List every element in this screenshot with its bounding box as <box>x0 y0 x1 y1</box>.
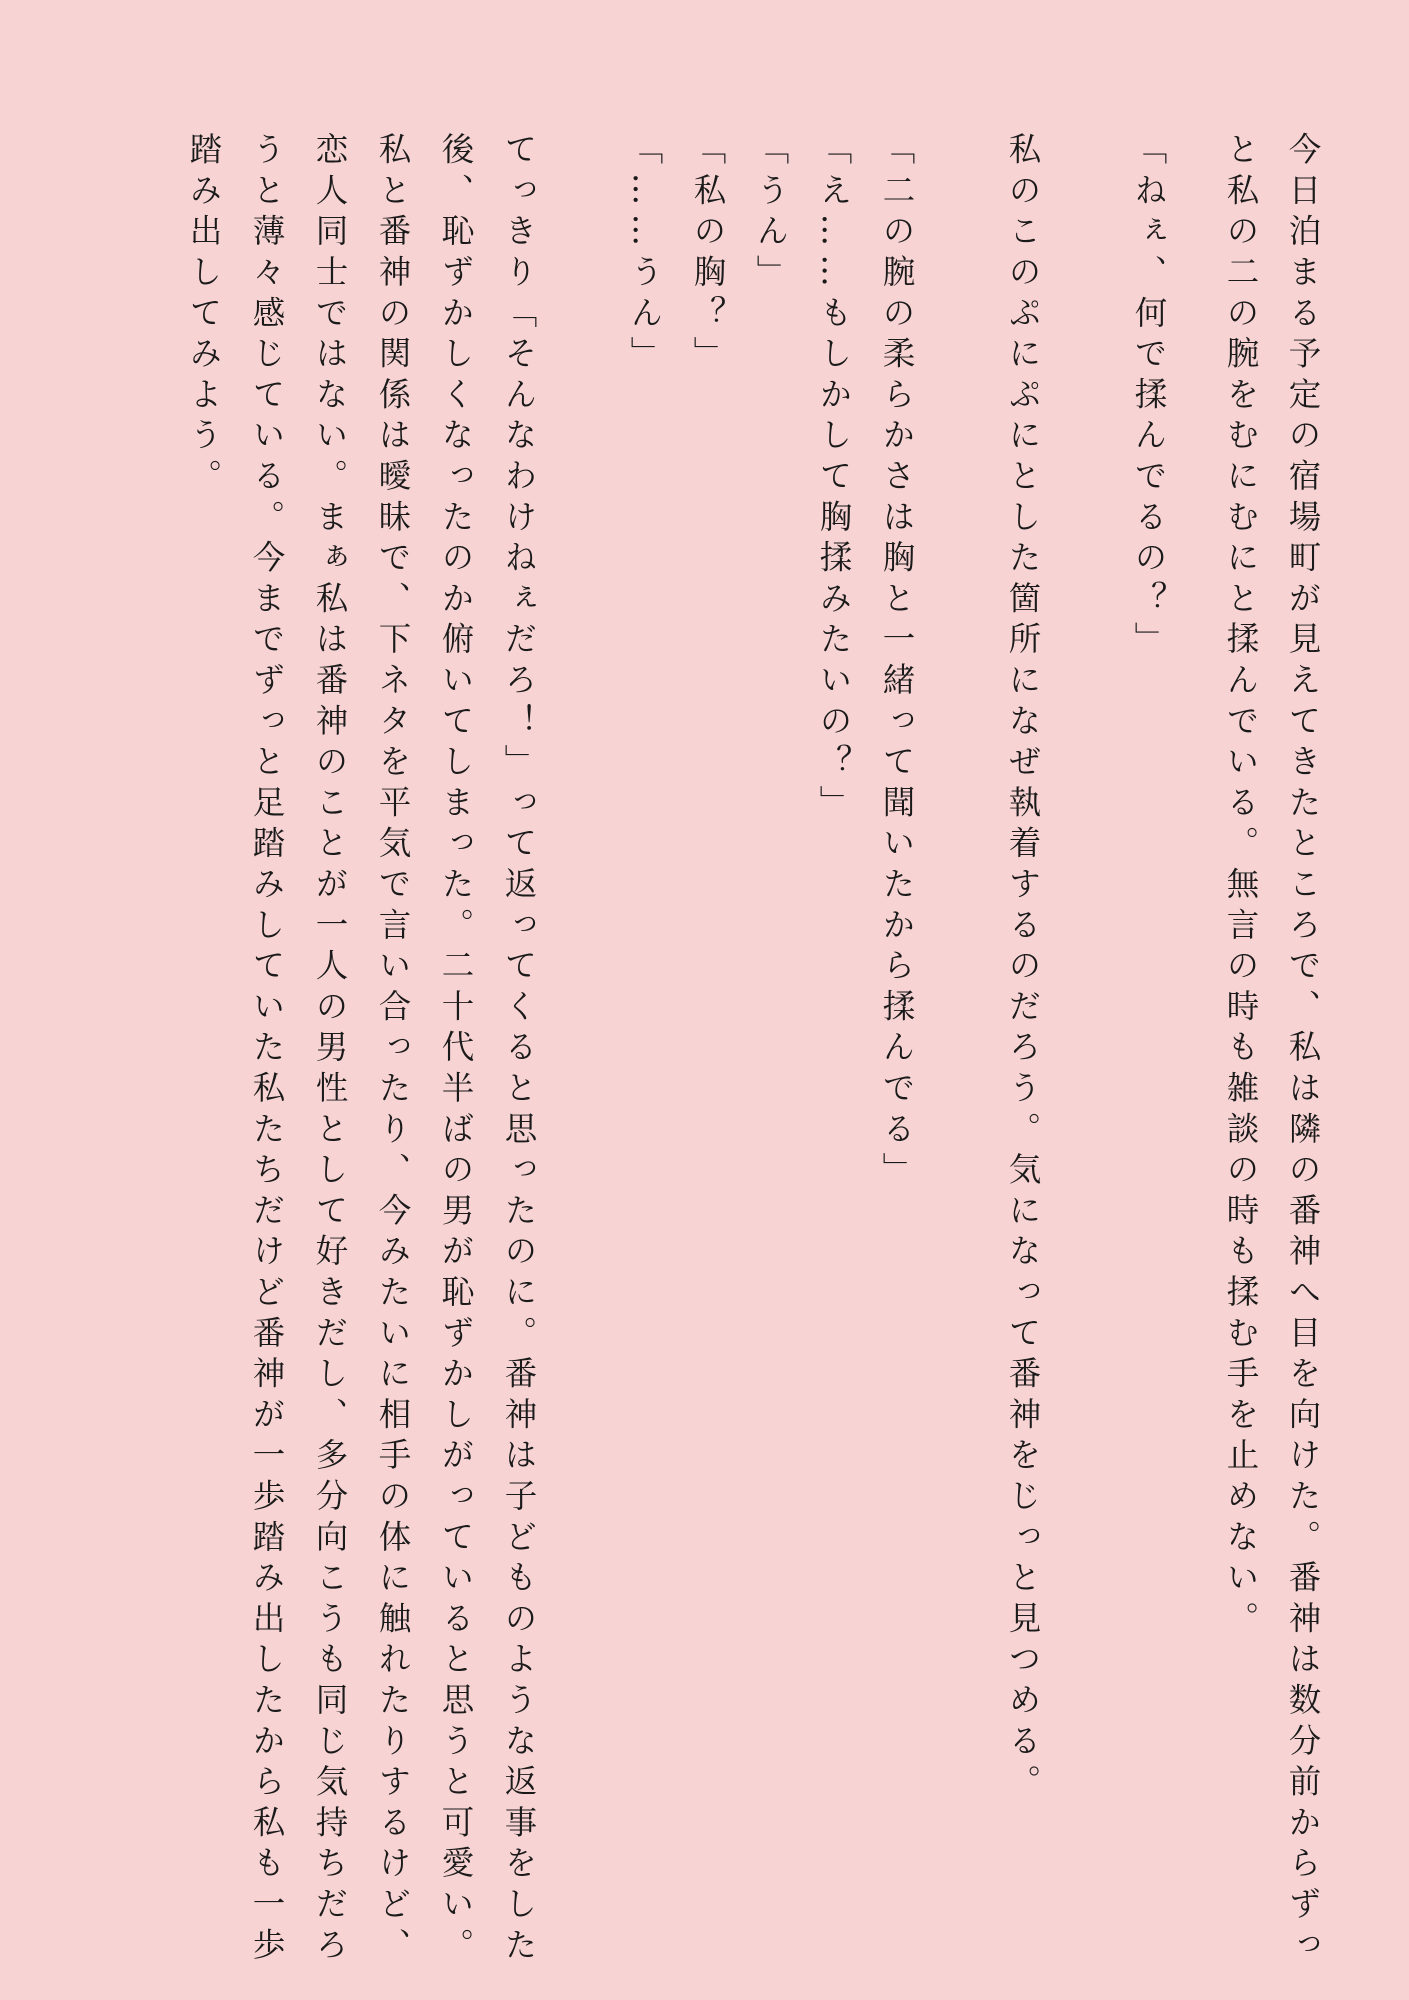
text-column <box>1004 132 1042 1932</box>
text-line: てっきり「そんなわけねぇだろ！」って返ってくると思ったのに。番神は子どものような返事をした <box>500 132 538 1968</box>
text-line: 「ねぇ、何で揉んでるの？」 <box>1130 132 1168 663</box>
text-line: うと薄々感じている。今までずっと足踏みしていた私たちだけど番神が一歩踏み出したから私も一歩 <box>248 132 286 1968</box>
text-line: 「え……もしかして胸揉みたいの？」 <box>815 132 853 826</box>
text-line: と私の二の腕をむにむにと揉んでいる。無言の時も雑談の時も揉む手を止めない。 <box>1222 132 1260 1642</box>
text-column <box>437 132 475 1968</box>
text-column <box>1222 132 1260 1932</box>
text-line: 「二の腕の柔らかさは胸と一緒って聞いたから揉んでる」 <box>878 132 916 1193</box>
text-line: 「……うん」 <box>626 132 664 377</box>
text-column <box>1130 132 1168 1932</box>
text-column <box>626 132 664 1932</box>
text-line: 私と番神の関係は曖昧で、下ネタを平気で言い合ったり、今みたいに相手の体に触れたりするけど、 <box>374 132 412 1968</box>
text-column <box>311 132 349 1968</box>
text-column <box>878 132 916 1932</box>
text-column <box>689 132 727 1932</box>
text-column <box>374 132 412 1968</box>
text-line: 「私の胸？」 <box>689 132 727 377</box>
text-line: 今日泊まる予定の宿場町が見えてきたところで、私は隣の番神へ目を向けた。番神は数分前からずっ <box>1284 132 1322 1968</box>
text-column <box>1284 132 1322 1968</box>
text-line: 「うん」 <box>752 132 790 296</box>
text-column <box>815 132 853 1932</box>
text-line: 私のこのぷにぷにとした箇所になぜ執着するのだろう。気になって番神をじっと見つめる。 <box>1004 132 1042 1805</box>
text-column <box>752 132 790 1932</box>
text-column <box>500 132 538 1968</box>
text-line: 恋人同士ではない。まぁ私は番神のことが一人の男性として好きだし、多分向こうも同じ気持ちだろ <box>311 132 349 1968</box>
text-line: 後、恥ずかしくなったのか俯いてしまった。二十代半ばの男が恥ずかしがっていると思うと可愛い。 <box>437 132 475 1968</box>
text-column <box>185 132 223 1932</box>
text-column <box>248 132 286 1968</box>
text-line: 踏み出してみよう。 <box>185 132 223 500</box>
